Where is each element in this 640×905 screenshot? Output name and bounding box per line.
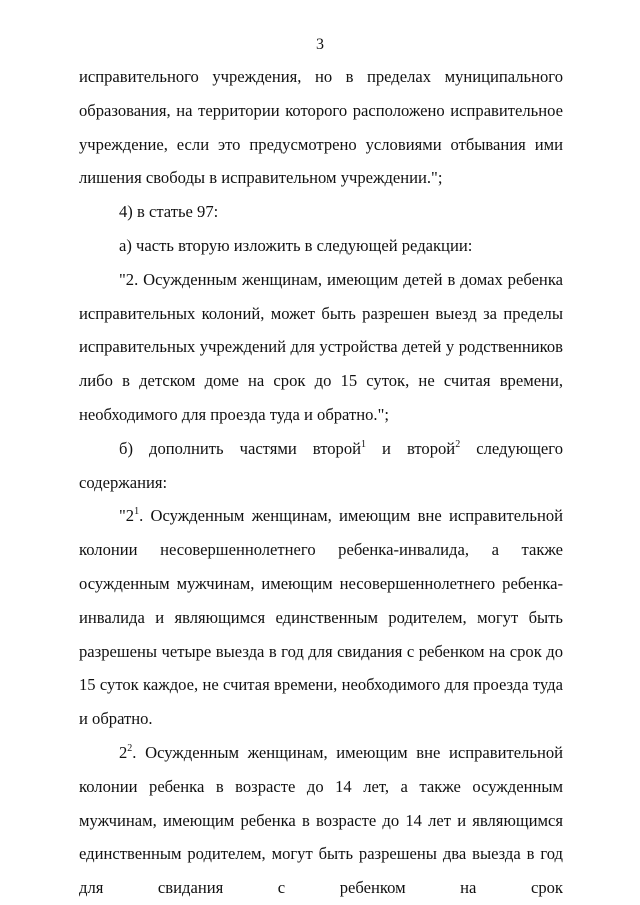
item-b-text-2: и второй <box>366 438 456 458</box>
paragraph-part-2-1 <box>79 499 563 736</box>
paragraph-article-97: 4) в статье 97: <box>119 202 219 222</box>
part-2-1-text: . Осужденным женщинам, имеющим вне исправительной колонии несовершеннолетнего ребенка-инвалида, а также осужденным мужчинам, имеющим несовершеннолетнего ребенка-инвалида и являющимся единственным родителем, могут быть разрешены четыре выезда в год для свидания с ребенком на срок до 15 суток каждое, не считая времени, необходимого для проезда туда и обратно. <box>79 506 563 729</box>
paragraph-item-a: а) часть вторую изложить в следующей редакции: <box>119 235 473 255</box>
part-2-1-prefix: "2 <box>119 506 135 526</box>
page-number: 3 <box>316 36 324 53</box>
paragraph-continuation: исправительного учреждения, но в пределах муниципального образования, на территории которого расположено исправительное учреждение, если это предусмотрено условиями отбывания ими лишения свободы в исправительном учреждении."; <box>79 67 563 188</box>
part-2-2-prefix: 2 <box>119 742 128 762</box>
part-2-1-superscript: 1 <box>134 506 140 518</box>
item-b-text-1: б) дополнить частями второй <box>119 438 361 458</box>
document-body <box>79 60 563 905</box>
paragraph-part-2-2 <box>79 736 563 905</box>
part-2-2-text: . Осужденным женщинам, имеющим вне исправительной колонии ребенка в возрасте до 14 лет, а также осужденным мужчинам, имеющим ребенка в возрасте до 14 лет и являющимся единственным родителем, могут быть разрешены два выезда в год для свидания с ребенком на срок <box>79 742 563 898</box>
item-b-text-3: следующего содержания: <box>79 438 563 492</box>
paragraph-part-2: "2. Осужденным женщинам, имеющим детей в домах ребенка исправительных колоний, может быть разрешен выезд за пределы исправительных учреждений для устройства детей у родственников либо в детском доме на срок до 15 суток, не считая времени, необходимого для проезда туда и обратно."; <box>79 269 563 424</box>
superscript-2: 2 <box>455 438 461 450</box>
part-2-2-superscript: 2 <box>127 742 133 754</box>
paragraph-item-b <box>79 432 563 500</box>
superscript-1: 1 <box>361 438 366 450</box>
